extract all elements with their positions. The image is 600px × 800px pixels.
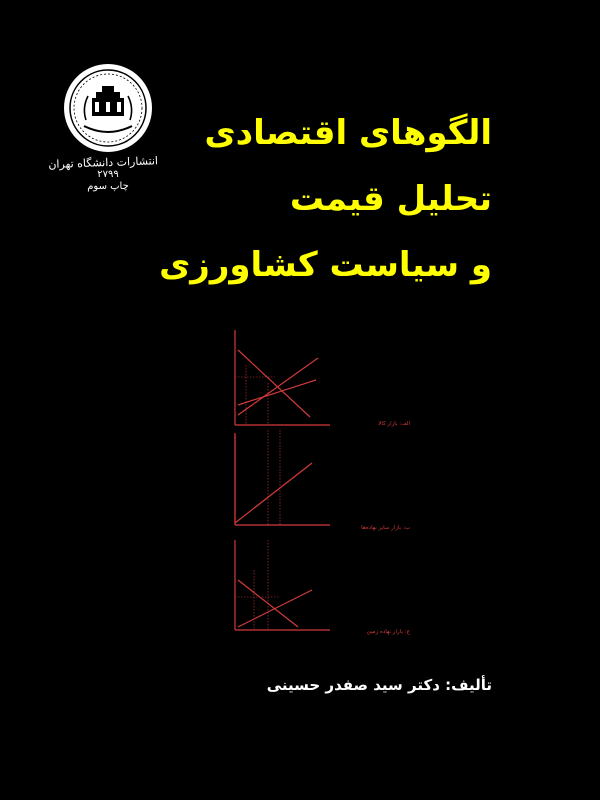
edition-label: چاپ سوم <box>87 181 129 192</box>
publisher-name: انتشارات دانشگاه تهران <box>48 154 159 172</box>
panel-label-1: الف: بازار کالا <box>378 421 410 427</box>
book-title <box>132 100 492 298</box>
panel-label-3: ج: بازار نهاده زمین <box>366 629 410 635</box>
publication-number: ۲۷۹۹ <box>97 169 119 180</box>
diagram-panel-2 <box>235 430 330 525</box>
diagram-svg <box>220 325 415 645</box>
panel-label-2: ب: بازار سایر نهاده‌ها <box>361 525 410 531</box>
diagram-panel-1 <box>235 330 330 425</box>
title-line-3: و سیاست کشاورزی <box>159 245 492 285</box>
cover-diagram <box>220 325 415 645</box>
title-line-2: تحلیل قیمت <box>289 179 492 219</box>
diagram-panel-3 <box>235 540 330 630</box>
author-line: تألیف: دکتر سید صفدر حسینی <box>266 676 492 694</box>
title-line-1: الگوهای اقتصادی <box>204 113 492 153</box>
